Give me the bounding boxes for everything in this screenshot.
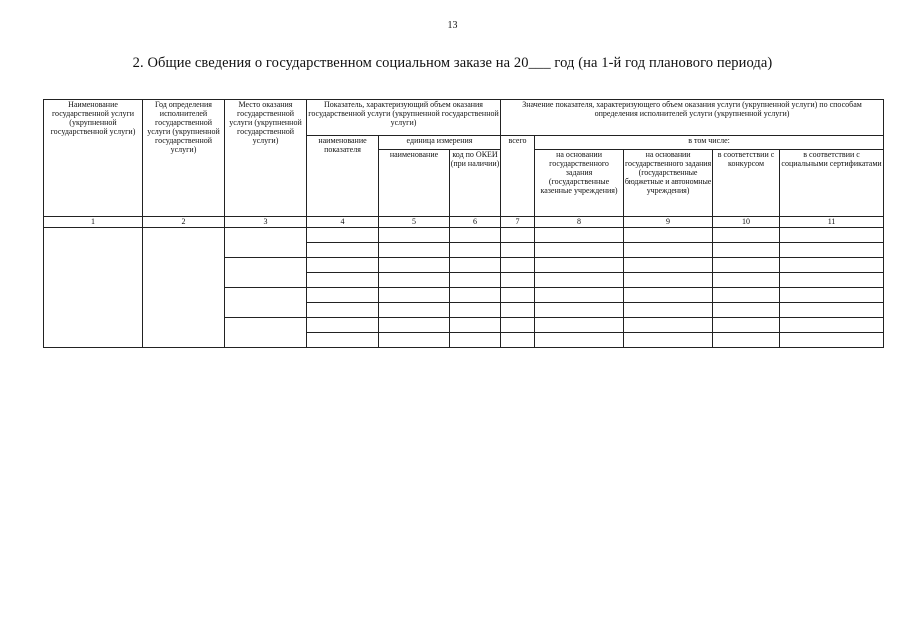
empty-cell	[501, 273, 535, 288]
empty-cell	[307, 288, 379, 303]
empty-cell	[780, 243, 884, 258]
empty-cell	[501, 288, 535, 303]
empty-cell	[379, 303, 450, 318]
empty-cell	[624, 273, 713, 288]
empty-cell	[225, 288, 307, 318]
empty-cell	[450, 273, 501, 288]
header-unit: единица измерения	[379, 136, 501, 150]
header-indicator-name: наименование показателя	[307, 136, 379, 217]
empty-cell	[501, 258, 535, 273]
header-year-determination: Год определения исполнителей государственной услуги (укрупненной государственной услуги)	[143, 100, 225, 217]
empty-cell	[780, 258, 884, 273]
column-number: 8	[535, 217, 624, 228]
empty-cell	[535, 303, 624, 318]
empty-cell	[535, 258, 624, 273]
header-certificates: в соответствии с социальными сертификатами	[780, 150, 884, 217]
empty-cell	[379, 258, 450, 273]
header-total: всего	[501, 136, 535, 217]
empty-cell	[624, 228, 713, 243]
empty-cell	[535, 318, 624, 333]
empty-cell	[624, 288, 713, 303]
column-number: 7	[501, 217, 535, 228]
empty-cell	[307, 318, 379, 333]
column-number: 11	[780, 217, 884, 228]
column-number: 6	[450, 217, 501, 228]
empty-cell	[450, 318, 501, 333]
column-number: 4	[307, 217, 379, 228]
empty-cell	[624, 303, 713, 318]
column-number: 10	[713, 217, 780, 228]
empty-cell	[501, 303, 535, 318]
column-number: 3	[225, 217, 307, 228]
empty-cell	[624, 333, 713, 348]
column-number: 2	[143, 217, 225, 228]
header-unit-name: наименование	[379, 150, 450, 217]
empty-cell	[450, 288, 501, 303]
empty-cell	[713, 273, 780, 288]
header-indicator-value: Значение показателя, характеризующего объем оказания услуги (укрупненной услуги) по способам определения исполнителей услуги (укрупненной услуги)	[501, 100, 884, 136]
empty-cell	[450, 228, 501, 243]
header-volume-indicator: Показатель, характеризующий объем оказания государственной услуги (укрупненной государственной услуги)	[307, 100, 501, 136]
header-state-task-government: на основании государственного задания (государственные казенные учреждения)	[535, 150, 624, 217]
empty-cell	[713, 288, 780, 303]
empty-cell	[535, 288, 624, 303]
table-row	[44, 228, 884, 243]
empty-cell	[535, 243, 624, 258]
empty-cell	[780, 228, 884, 243]
empty-cell	[501, 333, 535, 348]
empty-cell	[307, 303, 379, 318]
empty-cell	[501, 243, 535, 258]
empty-cell	[379, 333, 450, 348]
empty-cell	[713, 318, 780, 333]
empty-cell	[780, 318, 884, 333]
empty-cell	[780, 273, 884, 288]
empty-cell	[713, 258, 780, 273]
page-title: 2. Общие сведения о государственном социальном заказе на 20___ год (на 1-й год планового периода)	[132, 55, 773, 71]
empty-cell	[780, 333, 884, 348]
header-service-place: Место оказания государственной услуги (укрупненной государственной услуги)	[225, 100, 307, 217]
page-number: 13	[447, 20, 458, 31]
empty-cell	[379, 318, 450, 333]
empty-cell	[535, 333, 624, 348]
empty-cell	[379, 273, 450, 288]
empty-cell	[713, 303, 780, 318]
empty-cell	[624, 258, 713, 273]
empty-cell	[624, 318, 713, 333]
empty-cell	[307, 333, 379, 348]
empty-cell	[307, 273, 379, 288]
empty-cell	[44, 228, 143, 348]
empty-cell	[501, 318, 535, 333]
empty-cell	[713, 243, 780, 258]
empty-cell	[450, 258, 501, 273]
empty-cell	[307, 228, 379, 243]
column-number: 1	[44, 217, 143, 228]
empty-cell	[780, 303, 884, 318]
empty-cell	[379, 288, 450, 303]
empty-cell	[450, 243, 501, 258]
column-number: 5	[379, 217, 450, 228]
empty-cell	[501, 228, 535, 243]
empty-cell	[713, 228, 780, 243]
header-competition: в соответствии с конкурсом	[713, 150, 780, 217]
empty-cell	[713, 333, 780, 348]
header-including: в том числе:	[535, 136, 884, 150]
empty-cell	[624, 243, 713, 258]
empty-cell	[307, 258, 379, 273]
header-unit-okei: код по ОКЕИ (при наличии)	[450, 150, 501, 217]
empty-cell	[225, 228, 307, 258]
empty-cell	[225, 318, 307, 348]
empty-cell	[379, 228, 450, 243]
empty-cell	[379, 243, 450, 258]
empty-cell	[535, 228, 624, 243]
header-state-task-budget: на основании государственного задания (государственные бюджетные и автономные учреждения)	[624, 150, 713, 217]
empty-cell	[535, 273, 624, 288]
empty-cell	[450, 333, 501, 348]
social-order-table	[43, 99, 884, 348]
empty-cell	[307, 243, 379, 258]
empty-cell	[780, 288, 884, 303]
empty-cell	[450, 303, 501, 318]
column-number: 9	[624, 217, 713, 228]
header-service-name: Наименование государственной услуги (укрупненной государственной услуги)	[44, 100, 143, 217]
empty-cell	[143, 228, 225, 348]
empty-cell	[225, 258, 307, 288]
